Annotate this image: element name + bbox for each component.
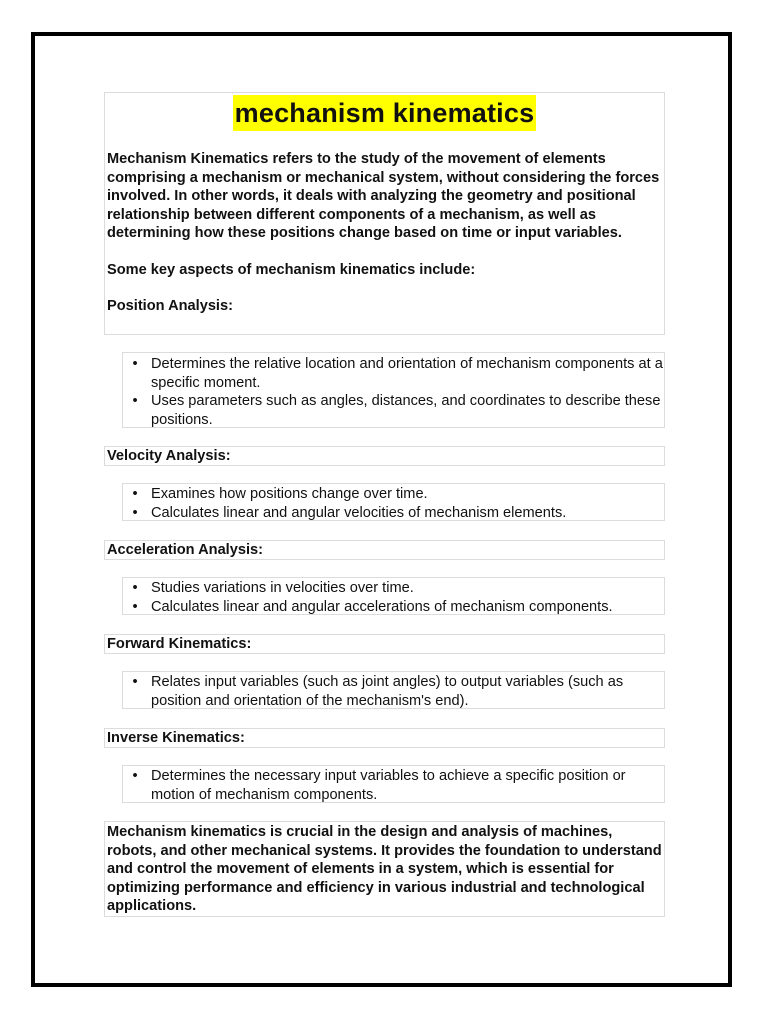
list-item bbox=[123, 598, 664, 617]
velocity-bullet-list bbox=[123, 485, 664, 522]
bullet-icon: • bbox=[132, 393, 138, 409]
forward-heading-block bbox=[104, 634, 665, 654]
inverse-bullets-block bbox=[122, 765, 665, 803]
bullet-text: Calculates linear and angular accelerations of mechanism components. bbox=[151, 598, 613, 615]
bullet-text: Determines the necessary input variables to achieve a specific position or motion of mechanism components. bbox=[151, 768, 626, 803]
page-title: mechanism kinematics bbox=[233, 95, 537, 131]
bullet-icon: • bbox=[132, 486, 138, 502]
list-item bbox=[123, 504, 664, 523]
bullet-text: Uses parameters such as angles, distances, and coordinates to describe these positions. bbox=[151, 393, 661, 428]
bullet-icon: • bbox=[132, 598, 138, 615]
inverse-heading-block bbox=[104, 728, 665, 748]
acceleration-heading-block bbox=[104, 540, 665, 560]
section-heading-position: Position Analysis: bbox=[107, 298, 233, 314]
bullet-text: Determines the relative location and orientation of mechanism components at a specific moment. bbox=[151, 356, 663, 391]
bullet-text: Relates input variables (such as joint angles) to output variables (such as position and orientation of the mechanism's end). bbox=[151, 674, 624, 709]
conclusion-block bbox=[104, 821, 665, 917]
bullet-text: Studies variations in velocities over time. bbox=[151, 580, 414, 596]
section-heading-forward: Forward Kinematics: bbox=[107, 636, 252, 652]
velocity-bullets-block bbox=[122, 483, 665, 521]
list-item bbox=[123, 485, 664, 504]
section-heading-velocity: Velocity Analysis: bbox=[107, 448, 231, 464]
bullet-text: Examines how positions change over time. bbox=[151, 486, 428, 502]
aspects-intro: Some key aspects of mechanism kinematics include: bbox=[107, 261, 476, 278]
section-heading-inverse: Inverse Kinematics: bbox=[107, 730, 245, 746]
inverse-bullet-list bbox=[123, 767, 664, 804]
acceleration-bullets-block bbox=[122, 577, 665, 615]
section-heading-acceleration: Acceleration Analysis: bbox=[107, 542, 263, 558]
intro-block bbox=[104, 92, 665, 335]
list-item bbox=[123, 673, 664, 710]
list-item bbox=[123, 355, 664, 392]
velocity-heading-block bbox=[104, 446, 665, 466]
title-wrap bbox=[105, 95, 664, 131]
forward-bullet-list bbox=[123, 673, 664, 710]
acceleration-bullet-list bbox=[123, 579, 664, 616]
bullet-icon: • bbox=[132, 580, 138, 596]
list-item bbox=[123, 579, 664, 598]
intro-paragraph: Mechanism Kinematics refers to the study of the movement of elements comprising a mechanism or mechanical system, without considering the forces involved. In other words, it deals with analyzing the geometry and positional relationship between different components of a mechanism, as well as determining how these positions change based on time or input variables. bbox=[107, 151, 660, 241]
position-bullet-list bbox=[123, 355, 664, 429]
forward-bullets-block bbox=[122, 671, 665, 709]
bullet-icon: • bbox=[132, 504, 138, 521]
bullet-icon: • bbox=[132, 356, 138, 372]
bullet-icon: • bbox=[132, 674, 138, 690]
list-item bbox=[123, 767, 664, 804]
bullet-icon: • bbox=[132, 768, 138, 784]
bullet-text: Calculates linear and angular velocities of mechanism elements. bbox=[151, 504, 567, 521]
conclusion-paragraph: Mechanism kinematics is crucial in the design and analysis of machines, robots, and other mechanical systems. It provides the foundation to understand and control the movement of elements in a system, which is essential for optimizing performance and efficiency in various industrial and technological applications. bbox=[107, 824, 662, 914]
list-item bbox=[123, 392, 664, 429]
position-bullets-block bbox=[122, 352, 665, 428]
